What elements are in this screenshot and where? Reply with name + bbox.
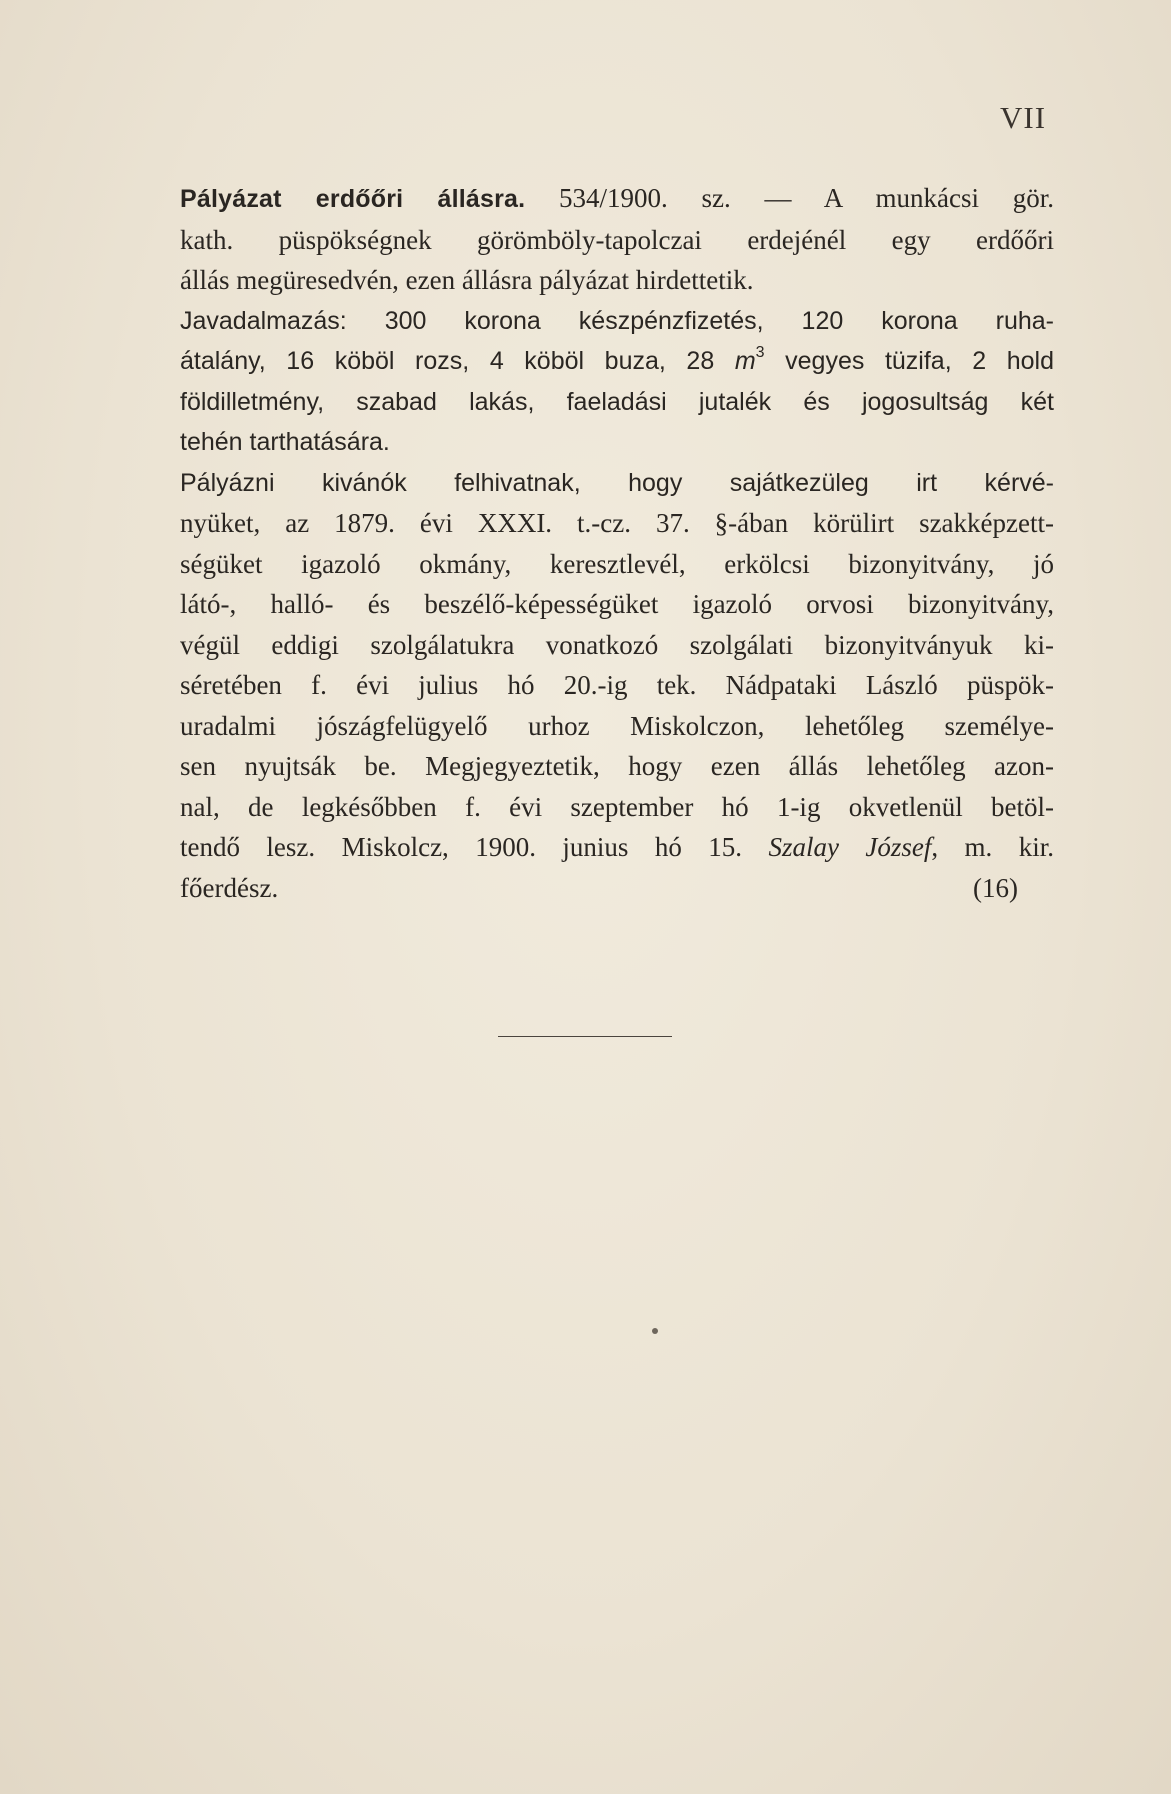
signature: Szalay József <box>768 832 932 862</box>
notice-line-8: Pályázni kivánók felhivatnak, hogy sajátkezüleg irt kérvé- <box>180 468 1054 497</box>
notice-line-13: séretében f. évi julius hó 20.-ig tek. Nádpataki László püspök- <box>180 670 1054 700</box>
notice-line-14: uradalmi jószágfelügyelő urhoz Miskolczon, lehetőleg személye- <box>180 710 1054 741</box>
notice-line-17: tendő lesz. Miskolcz, 1900. junius hó 15. Szalay József, m. kir. <box>180 832 1054 862</box>
notice-line-15: sen nyujtsák be. Megjegyeztetik, hogy ezen állás lehetőleg azon- <box>180 751 1054 781</box>
notice-line-10: ségüket igazoló okmány, keresztlevél, erkölcsi bizonyitvány, jó <box>180 548 1054 579</box>
unit-exponent: 3 <box>755 344 765 361</box>
notice-line-1: Pályázat erdőőri állásra. 534/1900. sz. — A munkácsi gör. <box>180 183 1054 213</box>
notice-line-5: átalány, 16 köböl rozs, 4 köböl buza, 28 $m^3$ vegyes tüzifa, 2 hold <box>180 344 1054 375</box>
notice-line-11: látó-, halló- és beszélő-képességüket igazoló orvosi bizonyitvány, <box>180 589 1054 619</box>
notice-line-18: főerdész. (16) <box>180 868 1054 909</box>
notice-line-12: végül eddigi szolgálatukra vonatkozó szolgálati bizonyitványuk ki- <box>180 629 1054 660</box>
page-number: VII <box>1000 100 1047 135</box>
job-notice <box>180 178 1054 908</box>
notice-line-9: nyüket, az 1879. évi XXXI. t.-cz. 37. §-ában körülirt szakképzett- <box>180 508 1054 538</box>
notice-line-4: Javadalmazás: 300 korona készpénzfizetés, 120 korona ruha- <box>180 306 1054 335</box>
notice-line-16: nal, de legkésőbben f. évi szeptember hó 1-ig okvetlenül betöl- <box>180 791 1054 822</box>
notice-line-2: kath. püspökségnek görömböly-tapolczai erdejénél egy erdőőri <box>180 224 1054 255</box>
notice-title: Pályázat erdőőri állásra. <box>180 185 526 213</box>
notice-line-6: földilletmény, szabad lakás, faeladási jutalék és jogosultság két <box>180 387 1054 416</box>
unit-symbol: m <box>734 347 756 375</box>
section-divider <box>498 1036 672 1037</box>
notice-line-7: tehén tarthatására. <box>180 428 390 456</box>
paper-speck <box>652 1328 658 1334</box>
notice-line-3: állás megüresedvén, ezen állásra pályázat hirdettetik. <box>180 265 754 295</box>
notice-reference: (16) <box>973 872 1018 903</box>
